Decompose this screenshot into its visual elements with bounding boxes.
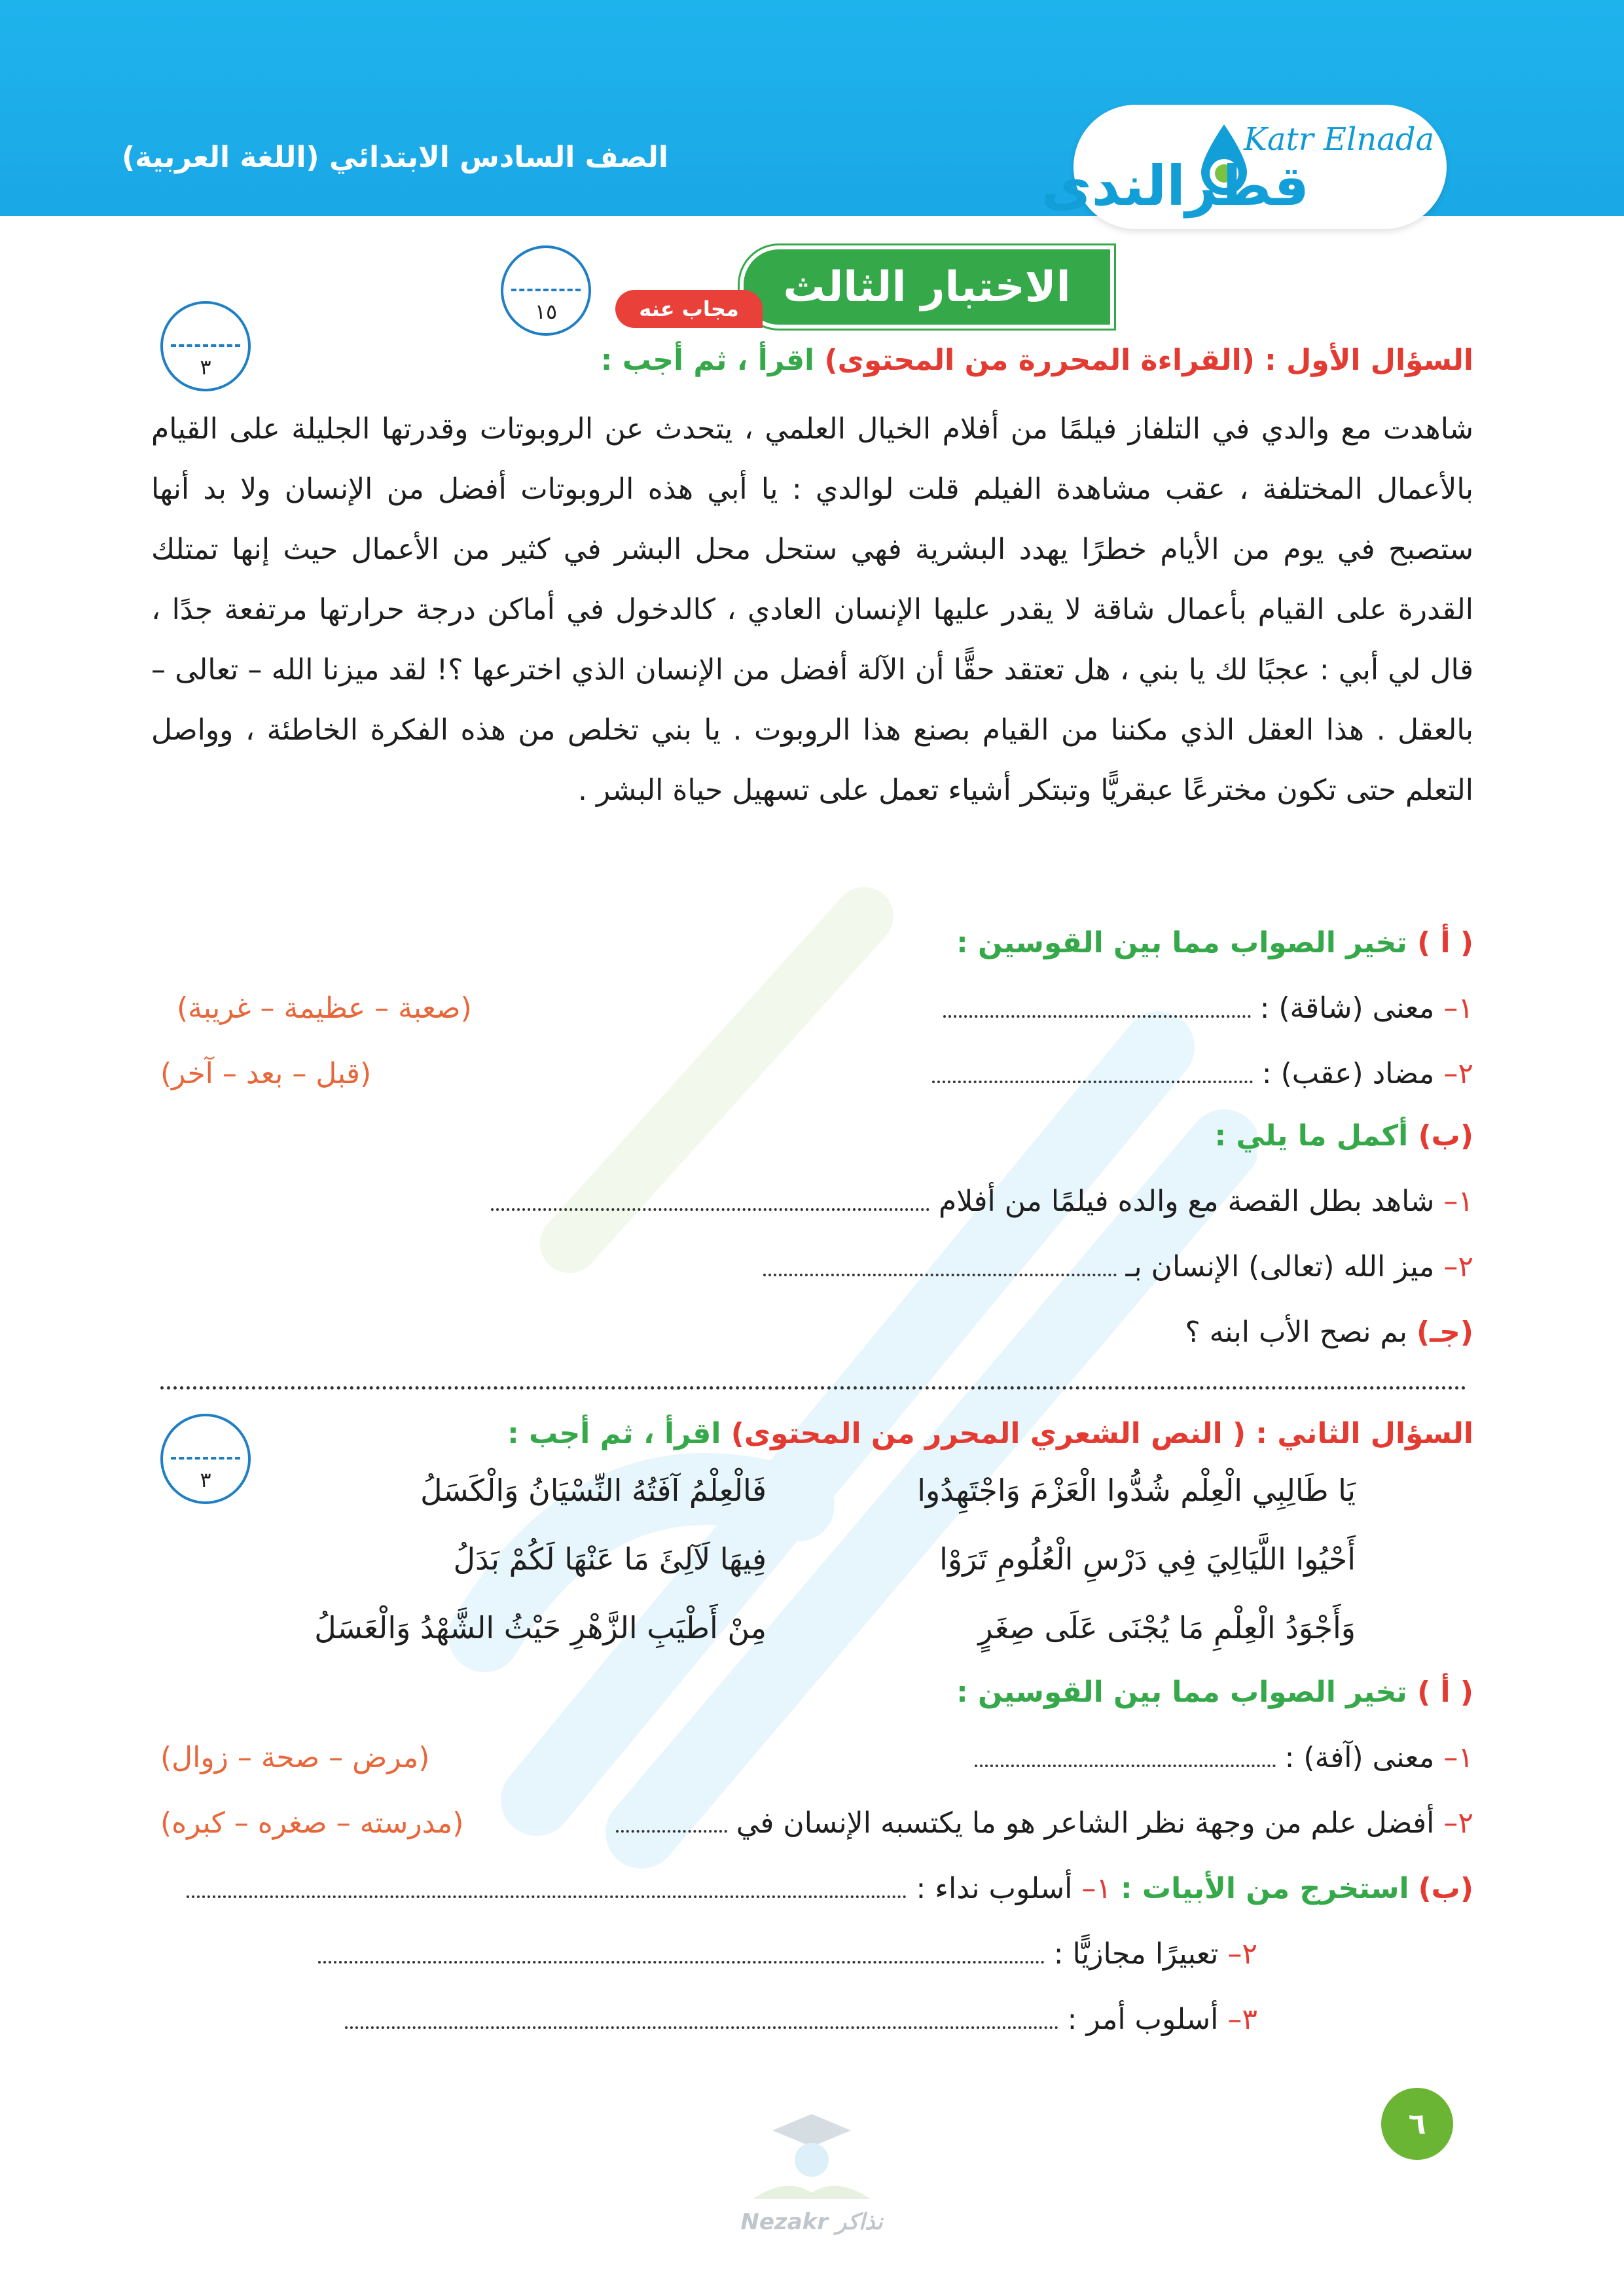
graduate-book-icon <box>727 2108 897 2206</box>
answer-blank[interactable] <box>932 1062 1253 1083</box>
q1-a-item-1 <box>943 992 1473 1025</box>
q1-part-b-label: (ب) <box>1418 1119 1473 1153</box>
item-text: شاهد بطل القصة مع والده فيلمًا من أفلام <box>939 1185 1435 1218</box>
q2-a-item-2 <box>616 1806 1473 1840</box>
item-number: ١– <box>1081 1872 1111 1905</box>
q1-heading-label: السؤال الأول : <box>1265 344 1473 377</box>
answer-blank[interactable] <box>943 997 1251 1018</box>
q1-part-a-heading <box>492 926 1473 960</box>
item-number: ٢– <box>1443 1057 1473 1090</box>
footer-brand: Nezakr نذاكر <box>740 2209 883 2235</box>
item-number: ٣– <box>1227 2003 1257 2036</box>
total-score-value: ١٥ <box>534 299 558 324</box>
answer-blank[interactable] <box>491 1190 929 1211</box>
q2-a-item-2-choices: (مدرسته – صغره – كبره) <box>160 1806 464 1840</box>
verse-3-left: مِنْ أَطْيَبِ الزَّهْرِ حَيْثُ الشَّهْدُ وَالْعَسَلُ <box>314 1610 767 1645</box>
item-text: أسلوب أمر : <box>1067 2003 1219 2036</box>
q2-heading-label: السؤال الثاني : <box>1255 1417 1473 1450</box>
q1-heading <box>361 344 1473 377</box>
q1-part-c-label: (جـ) <box>1416 1316 1473 1349</box>
q1-part-b-heading <box>492 1119 1473 1153</box>
q1-part-a-label: ( أ ) <box>1417 926 1473 960</box>
verse-1-right: يَا طَالِبِي الْعِلْم شُدُّوا الْعَزْمَ وَاجْتَهِدُوا <box>917 1473 1356 1508</box>
q1-score-circle <box>160 301 251 391</box>
item-text: معنى (شاقة) : <box>1259 992 1435 1025</box>
q1-a-item-2-choices: (قبل – بعد – آخر) <box>160 1057 372 1090</box>
q2-part-b <box>187 1872 1473 1905</box>
verse-1-left: فَالْعِلْمُ آفَتُهُ النِّسْيَانُ وَالْكَسَلُ <box>420 1473 767 1508</box>
item-number: ٢– <box>1443 1806 1473 1840</box>
q1-part-b-title: أكمل ما يلي : <box>1214 1119 1409 1153</box>
page-number-badge: ٦ <box>1381 2088 1453 2160</box>
q1-heading-instruction: اقرأ ، ثم أجب : <box>600 344 815 377</box>
answer-blank[interactable] <box>187 1877 907 1898</box>
answer-blank[interactable] <box>763 1255 1117 1276</box>
q2-b-item-2 <box>318 1937 1257 1971</box>
q1-part-c-text: بم نصح الأب ابنه ؟ <box>1185 1316 1408 1349</box>
q1-part-a-title: تخير الصواب مما بين القوسين : <box>956 926 1407 960</box>
q2-a-item-1 <box>975 1741 1473 1774</box>
q2-part-b-title: استخرج من الأبيات : <box>1121 1872 1409 1905</box>
q2-heading-instruction: اقرأ ، ثم أجب : <box>507 1417 721 1450</box>
q2-score-value: ٣ <box>200 1467 211 1492</box>
item-text: معنى (آفة) : <box>1284 1741 1435 1774</box>
q1-part-c <box>1185 1316 1473 1349</box>
item-number: ١– <box>1443 1741 1473 1774</box>
item-number: ١– <box>1443 1185 1473 1218</box>
q2-heading-topic: ( النص الشعري المحرر من المحتوى) <box>731 1417 1246 1450</box>
total-score-circle <box>501 245 591 336</box>
logo-latin-text: Katr Elnada <box>1244 121 1435 158</box>
verse-3-right: وَأَجْوَدُ الْعِلْمِ مَا يُجْنَى عَلَى صِغَرٍ <box>978 1610 1356 1645</box>
item-text: أفضل علم من وجهة نظر الشاعر هو ما يكتسبه الإنسان في <box>736 1806 1435 1840</box>
score-divider <box>171 1457 240 1460</box>
verse-2-left: فِيهَا لَآلِئَ مَا عَنْهَا لَكُمْ بَدَلُ <box>453 1541 767 1577</box>
q2-score-circle <box>160 1414 251 1504</box>
item-number: ١– <box>1443 992 1473 1025</box>
q1-score-value: ٣ <box>200 355 211 380</box>
answer-line-separator[interactable] <box>160 1386 1466 1390</box>
answer-blank[interactable] <box>345 2008 1058 2029</box>
q2-part-a-title: تخير الصواب مما بين القوسين : <box>956 1676 1407 1709</box>
q1-a-item-1-choices: (صعبة – عظيمة – غريبة) <box>177 992 472 1025</box>
q2-heading <box>361 1417 1473 1450</box>
verse-2-right: أَحْيُوا اللَّيَالِيَ فِي دَرْسِ الْعُلُومِ تَرَوْا <box>939 1541 1356 1577</box>
item-number: ٢– <box>1443 1250 1473 1283</box>
q1-b-item-1 <box>491 1185 1473 1218</box>
q1-b-item-2 <box>763 1250 1473 1283</box>
q2-part-a-heading <box>492 1676 1473 1709</box>
item-text: أسلوب نداء : <box>916 1872 1073 1905</box>
q1-heading-topic: (القراءة المحررة من المحتوى) <box>824 344 1255 377</box>
answer-blank[interactable] <box>616 1812 727 1833</box>
item-number: ٢– <box>1227 1937 1257 1971</box>
q1-a-item-2 <box>932 1057 1473 1090</box>
logo-arabic-text: قطرالندى <box>1041 154 1309 218</box>
test-title-banner: الاختبار الثالث <box>740 245 1114 329</box>
grade-subject-title: الصف السادس الابتدائي (اللغة العربية) <box>122 141 668 174</box>
answer-blank[interactable] <box>318 1943 1045 1964</box>
score-divider <box>511 289 581 291</box>
q2-part-b-label: (ب) <box>1418 1872 1473 1905</box>
answer-blank[interactable] <box>975 1746 1276 1767</box>
item-text: تعبيرًا مجازيًّا : <box>1053 1937 1219 1971</box>
q2-b-item-3 <box>345 2003 1257 2036</box>
score-divider <box>171 344 240 347</box>
item-text: مضاد (عقب) : <box>1261 1057 1435 1090</box>
q2-part-a-label: ( أ ) <box>1417 1676 1473 1709</box>
q1-passage: شاهدت مع والدي في التلفاز فيلمًا من أفلام الخيال العلمي ، يتحدث عن الروبوتات وقدرتها الجليلة على القيام بالأعمال المختلفة ، عقب مشاهدة الفيلم قلت لوالدي : يا أبي هذه الروبوتات أفضل من الإنسان ولا بد أنها ستصبح في يوم من الأيام خطرًا يهدد البشرية فهي ستحل محل البشر في كثير من الأعمال حيث إنها تمتلك القدرة على القيام بأعمال شاقة لا يقدر عليها الإنسان العادي ، كالدخول في أماكن درجة حرارتها مرتفعة جدًا ، قال لي أبي : عجبًا لك يا بني ، هل تعتقد حقًّا أن الآلة أفضل من الإنسان الذي اخترعها ؟! لقد ميزنا الله – تعالى – بالعقل . هذا العقل الذي مكننا من القيام بصنع هذا الروبوت . يا بني تخلص من هذه الفكرة الخاطئة ، وواصل التعلم حتى تكون مخترعًا عبقريًّا وتبتكر أشياء تعمل على تسهيل حياة البشر . <box>151 412 1473 807</box>
q2-a-item-1-choices: (مرض – صحة – زوال) <box>160 1741 430 1774</box>
answered-badge: مجاب عنه <box>615 290 763 328</box>
item-text: ميز الله (تعالى) الإنسان بـ <box>1125 1250 1435 1283</box>
